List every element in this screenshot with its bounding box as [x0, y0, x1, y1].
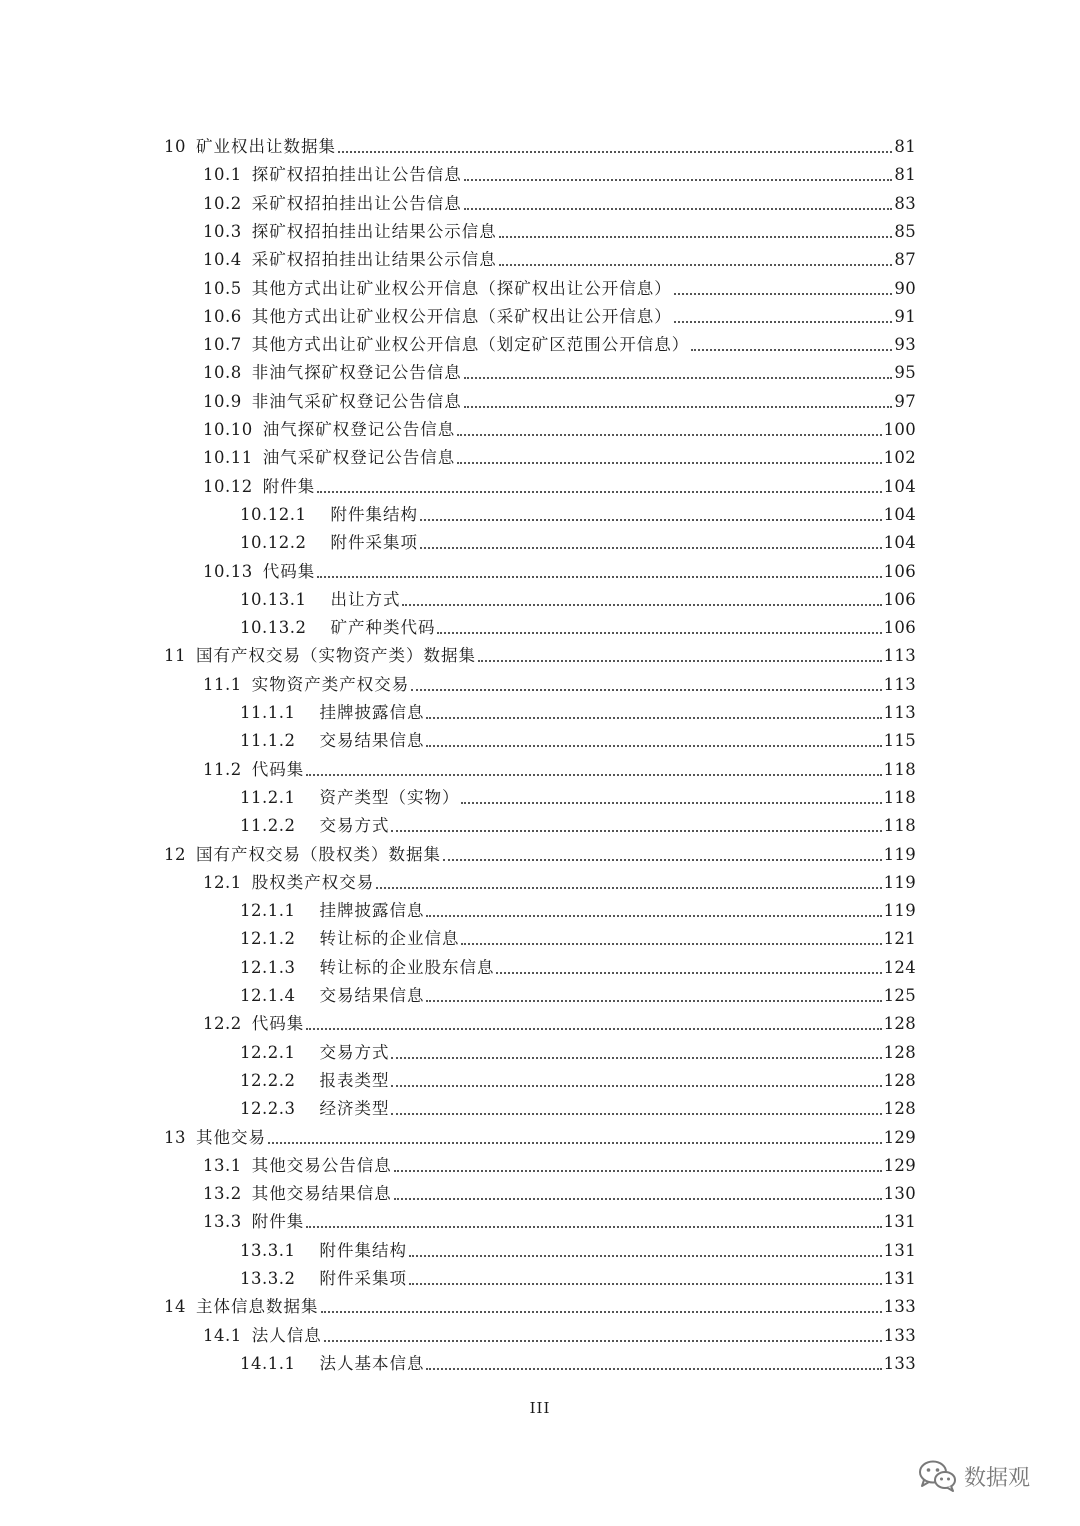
toc-entry-number: 13.1: [203, 1156, 242, 1175]
toc-entry-number: 12.1.3: [240, 958, 296, 977]
toc-entry-title: 探矿权招拍挂出让公告信息: [251, 165, 462, 184]
toc-entry[interactable]: [240, 1091, 916, 1119]
toc-entry[interactable]: [203, 299, 916, 327]
toc-entry[interactable]: [203, 355, 916, 383]
toc-entry-page: 119: [883, 901, 916, 920]
toc-entry-title: 挂牌披露信息: [319, 703, 425, 722]
toc-entry[interactable]: [203, 1176, 916, 1204]
toc-entry-page: 113: [883, 675, 916, 694]
toc-entry-number: 14.1: [203, 1326, 242, 1345]
toc-entry-title: 代码集: [251, 760, 305, 779]
toc-entry-number: 10.12.2: [240, 533, 307, 552]
toc-entry-page: 119: [883, 873, 916, 892]
toc-leader-dots: [496, 972, 881, 974]
toc-leader-dots: [391, 830, 881, 832]
toc-entry-number: 12.2.1: [240, 1043, 296, 1062]
toc-entry-title: 附件集: [251, 1212, 305, 1231]
watermark-text: 数据观: [964, 1465, 1031, 1491]
toc-entry-number: 14.1.1: [240, 1354, 296, 1373]
toc-entry-page: 119: [883, 845, 916, 864]
toc-entry-page: 81: [894, 165, 916, 184]
toc-leader-dots: [478, 660, 882, 662]
toc-entry[interactable]: [203, 1148, 916, 1176]
toc-leader-dots: [420, 547, 882, 549]
toc-entry-title: 附件集: [262, 477, 316, 496]
toc-entry-title: 其他方式出让矿业权公开信息（划定矿区范围公开信息）: [251, 335, 690, 354]
toc-entry[interactable]: [203, 1204, 916, 1232]
toc-leader-dots: [391, 1113, 881, 1115]
toc-entry-page: 106: [883, 590, 916, 609]
toc-entry-title: 附件集结构: [330, 505, 418, 524]
toc-entry-title: 经济类型: [319, 1099, 390, 1118]
toc-entry-number: 10.10: [203, 420, 253, 439]
toc-leader-dots: [411, 689, 881, 691]
toc-entry[interactable]: [240, 978, 916, 1006]
toc-entry-page: 124: [883, 958, 916, 977]
toc-entry-number: 12: [164, 845, 186, 864]
toc-entry-number: 10.13: [203, 562, 253, 581]
toc-leader-dots: [324, 1340, 882, 1342]
toc-leader-dots: [409, 1283, 882, 1285]
toc-entry[interactable]: [164, 129, 916, 157]
toc-leader-dots: [426, 1000, 881, 1002]
toc-entry[interactable]: [203, 242, 916, 270]
toc-entry-page: 133: [883, 1354, 916, 1373]
toc-leader-dots: [499, 236, 892, 238]
wechat-icon: [918, 1459, 958, 1493]
toc-entry[interactable]: [240, 582, 916, 610]
toc-entry-title: 挂牌披露信息: [319, 901, 425, 920]
toc-entry-number: 11.1: [203, 675, 242, 694]
toc-entry-title: 其他交易结果信息: [251, 1184, 392, 1203]
toc-leader-dots: [317, 576, 881, 578]
toc-entry-title: 采矿权招拍挂出让结果公示信息: [251, 250, 497, 269]
toc-entry[interactable]: [164, 837, 916, 865]
toc-leader-dots: [306, 1226, 881, 1228]
toc-leader-dots: [674, 321, 892, 323]
toc-entry-number: 11.1.1: [240, 703, 296, 722]
toc-entry[interactable]: [203, 214, 916, 242]
toc-entry-page: 95: [894, 363, 916, 382]
toc-entry[interactable]: [240, 893, 916, 921]
toc-entry-page: 106: [883, 618, 916, 637]
toc-entry-page: 97: [894, 392, 916, 411]
toc-entry-page: 118: [883, 760, 916, 779]
toc-leader-dots: [691, 349, 892, 351]
toc-entry-title: 出让方式: [330, 590, 401, 609]
toc-entry-number: 13.3.2: [240, 1269, 296, 1288]
toc-entry-page: 131: [883, 1269, 916, 1288]
toc-entry-number: 14: [164, 1297, 186, 1316]
toc-entry-title: 附件集结构: [319, 1241, 407, 1260]
toc-entry-number: 12.1.2: [240, 929, 296, 948]
toc-entry-title: 报表类型: [319, 1071, 390, 1090]
toc-entry-title: 附件采集项: [330, 533, 418, 552]
toc-entry-title: 非油气探矿权登记公告信息: [251, 363, 462, 382]
toc-leader-dots: [338, 151, 892, 153]
toc-entry-title: 附件采集项: [319, 1269, 407, 1288]
toc-entry-number: 12.2.3: [240, 1099, 296, 1118]
toc-leader-dots: [321, 1311, 882, 1313]
toc-entry-page: 81: [894, 137, 916, 156]
toc-entry-number: 13.2: [203, 1184, 242, 1203]
toc-entry-number: 12.2.2: [240, 1071, 296, 1090]
toc-entry-number: 13.3: [203, 1212, 242, 1231]
toc-entry-number: 10.11: [203, 448, 253, 467]
toc-entry-page: 131: [883, 1212, 916, 1231]
toc-entry-page: 104: [883, 477, 916, 496]
toc-entry-title: 其他方式出让矿业权公开信息（采矿权出让公开信息）: [251, 307, 672, 326]
toc-entry-title: 其他交易: [196, 1128, 266, 1147]
toc-entry-page: 128: [883, 1043, 916, 1062]
toc-entry[interactable]: [240, 1063, 916, 1091]
toc-entry-title: 法人信息: [251, 1326, 322, 1345]
toc-entry-number: 10.12.1: [240, 505, 307, 524]
toc-entry-page: 129: [883, 1156, 916, 1175]
toc-entry-page: 91: [894, 307, 916, 326]
toc-entry-number: 10.2: [203, 194, 242, 213]
toc-entry[interactable]: [240, 1035, 916, 1063]
toc-entry[interactable]: [240, 695, 916, 723]
toc-entry-title: 其他交易公告信息: [251, 1156, 392, 1175]
toc-entry-number: 10.3: [203, 222, 242, 241]
toc-leader-dots: [394, 1170, 882, 1172]
toc-entry-page: 113: [883, 703, 916, 722]
toc-entry-number: 10.13.1: [240, 590, 307, 609]
toc-entry-number: 10.4: [203, 250, 242, 269]
toc-entry-number: 12.1.4: [240, 986, 296, 1005]
toc-leader-dots: [464, 406, 892, 408]
toc-entry-number: 10.13.2: [240, 618, 307, 637]
page-number: III: [529, 1399, 551, 1417]
toc-entry-title: 股权类产权交易: [251, 873, 375, 892]
toc-entry-title: 主体信息数据集: [196, 1297, 319, 1316]
toc-leader-dots: [409, 1255, 882, 1257]
toc-entry[interactable]: [240, 1261, 916, 1289]
toc-entry-number: 10: [164, 137, 186, 156]
toc-entry-number: 12.1: [203, 873, 242, 892]
toc-entry-title: 实物资产类产权交易: [251, 675, 410, 694]
toc-entry-number: 13.3.1: [240, 1241, 296, 1260]
toc-entry-number: 11.1.2: [240, 731, 296, 750]
toc-leader-dots: [426, 915, 881, 917]
toc-entry-title: 采矿权招拍挂出让公告信息: [251, 194, 462, 213]
toc-leader-dots: [376, 887, 881, 889]
toc-entry-number: 10.1: [203, 165, 242, 184]
toc-entry[interactable]: [240, 780, 916, 808]
toc-leader-dots: [306, 774, 881, 776]
toc-entry-title: 油气采矿权登记公告信息: [262, 448, 456, 467]
toc-entry-title: 交易方式: [319, 816, 390, 835]
toc-entry-page: 83: [894, 194, 916, 213]
toc-entry-page: 102: [883, 448, 916, 467]
toc-leader-dots: [394, 1198, 882, 1200]
toc-entry-number: 10.6: [203, 307, 242, 326]
toc-entry-title: 矿产种类代码: [330, 618, 436, 637]
toc-entry[interactable]: [203, 865, 916, 893]
toc-leader-dots: [268, 1142, 882, 1144]
watermark: [918, 1456, 1030, 1496]
toc-entry-number: 10.12: [203, 477, 253, 496]
toc-leader-dots: [402, 604, 881, 606]
toc-entry[interactable]: [203, 157, 916, 185]
toc-leader-dots: [391, 1057, 881, 1059]
toc-entry[interactable]: [203, 667, 916, 695]
toc-entry-title: 资产类型（实物）: [319, 788, 460, 807]
toc-entry[interactable]: [203, 752, 916, 780]
toc-entry-title: 矿业权出让数据集: [196, 137, 336, 156]
toc-entry-number: 13: [164, 1128, 186, 1147]
toc-leader-dots: [499, 264, 892, 266]
toc-entry-page: 121: [883, 929, 916, 948]
toc-entry-page: 115: [883, 731, 916, 750]
toc-entry-title: 其他方式出让矿业权公开信息（探矿权出让公开信息）: [251, 279, 672, 298]
toc-entry-page: 128: [883, 1014, 916, 1033]
toc-leader-dots: [464, 179, 892, 181]
toc-leader-dots: [391, 1085, 881, 1087]
toc-entry[interactable]: [203, 327, 916, 355]
toc-leader-dots: [437, 632, 881, 634]
toc-entry-title: 国有产权交易（实物资产类）数据集: [196, 646, 476, 665]
toc-entry-page: 118: [883, 788, 916, 807]
toc-entry-number: 11.2.2: [240, 816, 296, 835]
toc-entry-page: 133: [883, 1297, 916, 1316]
toc-entry-title: 交易结果信息: [319, 731, 425, 750]
toc-entry-page: 104: [883, 533, 916, 552]
toc-entry-page: 90: [894, 279, 916, 298]
toc-entry[interactable]: [164, 638, 916, 666]
toc-leader-dots: [461, 802, 881, 804]
toc-entry-page: 128: [883, 1071, 916, 1090]
toc-entry[interactable]: [203, 186, 916, 214]
toc-entry-title: 代码集: [251, 1014, 305, 1033]
toc-leader-dots: [420, 519, 882, 521]
toc-entry-number: 12.1.1: [240, 901, 296, 920]
toc-entry[interactable]: [203, 440, 916, 468]
toc-entry[interactable]: [164, 1120, 916, 1148]
toc-entry-title: 转让标的企业信息: [319, 929, 460, 948]
toc-leader-dots: [461, 943, 881, 945]
toc-entry[interactable]: [164, 1289, 916, 1317]
toc-entry-page: 129: [883, 1128, 916, 1147]
toc-entry-page: 133: [883, 1326, 916, 1345]
toc-entry-page: 100: [883, 420, 916, 439]
toc-entry-title: 非油气采矿权登记公告信息: [251, 392, 462, 411]
toc-entry[interactable]: [240, 950, 916, 978]
toc-entry-page: 106: [883, 562, 916, 581]
toc-entry-title: 国有产权交易（股权类）数据集: [196, 845, 441, 864]
toc-entry-number: 11.2: [203, 760, 242, 779]
toc-leader-dots: [457, 434, 881, 436]
toc-entry-title: 交易方式: [319, 1043, 390, 1062]
toc-entry-number: 11: [164, 646, 186, 665]
toc-entry-page: 125: [883, 986, 916, 1005]
toc-entry-title: 探矿权招拍挂出让结果公示信息: [251, 222, 497, 241]
toc-entry-number: 10.5: [203, 279, 242, 298]
toc-entry[interactable]: [203, 469, 916, 497]
toc-entry-number: 12.2: [203, 1014, 242, 1033]
toc-entry-number: 10.8: [203, 363, 242, 382]
toc-entry[interactable]: [203, 271, 916, 299]
toc-entry-page: 85: [894, 222, 916, 241]
toc-entry-page: 93: [894, 335, 916, 354]
toc-leader-dots: [674, 293, 892, 295]
toc-leader-dots: [443, 859, 882, 861]
toc-entry[interactable]: [240, 1233, 916, 1261]
toc-entry-page: 131: [883, 1241, 916, 1260]
toc-entry-number: 11.2.1: [240, 788, 296, 807]
toc-entry-page: 113: [883, 646, 916, 665]
toc-entry[interactable]: [240, 921, 916, 949]
toc-entry[interactable]: [240, 497, 916, 525]
toc-entry-page: 87: [894, 250, 916, 269]
toc-leader-dots: [426, 1368, 881, 1370]
toc-entry[interactable]: [203, 1318, 916, 1346]
toc-entry[interactable]: [240, 808, 916, 836]
toc-entry[interactable]: [240, 525, 916, 553]
toc-entry-number: 10.7: [203, 335, 242, 354]
toc-leader-dots: [457, 462, 881, 464]
toc-leader-dots: [426, 745, 881, 747]
toc-entry-page: 130: [883, 1184, 916, 1203]
toc-entry[interactable]: [240, 1346, 916, 1374]
toc-entry[interactable]: [203, 554, 916, 582]
toc-entry-title: 代码集: [262, 562, 316, 581]
toc-entry[interactable]: [203, 412, 916, 440]
toc-entry-page: 104: [883, 505, 916, 524]
toc-entry-title: 法人基本信息: [319, 1354, 425, 1373]
toc-entry[interactable]: [240, 610, 916, 638]
toc-entry-number: 10.9: [203, 392, 242, 411]
toc-entry-page: 128: [883, 1099, 916, 1118]
toc-entry-page: 118: [883, 816, 916, 835]
toc-entry-title: 交易结果信息: [319, 986, 425, 1005]
toc-entry-title: 油气探矿权登记公告信息: [262, 420, 456, 439]
toc-leader-dots: [306, 1028, 881, 1030]
toc-leader-dots: [426, 717, 881, 719]
toc-entry[interactable]: [203, 1006, 916, 1034]
toc-entry[interactable]: [240, 723, 916, 751]
toc-leader-dots: [317, 491, 881, 493]
toc-entry[interactable]: [203, 384, 916, 412]
toc-leader-dots: [464, 208, 892, 210]
toc-leader-dots: [464, 377, 892, 379]
toc-entry-title: 转让标的企业股东信息: [319, 958, 495, 977]
